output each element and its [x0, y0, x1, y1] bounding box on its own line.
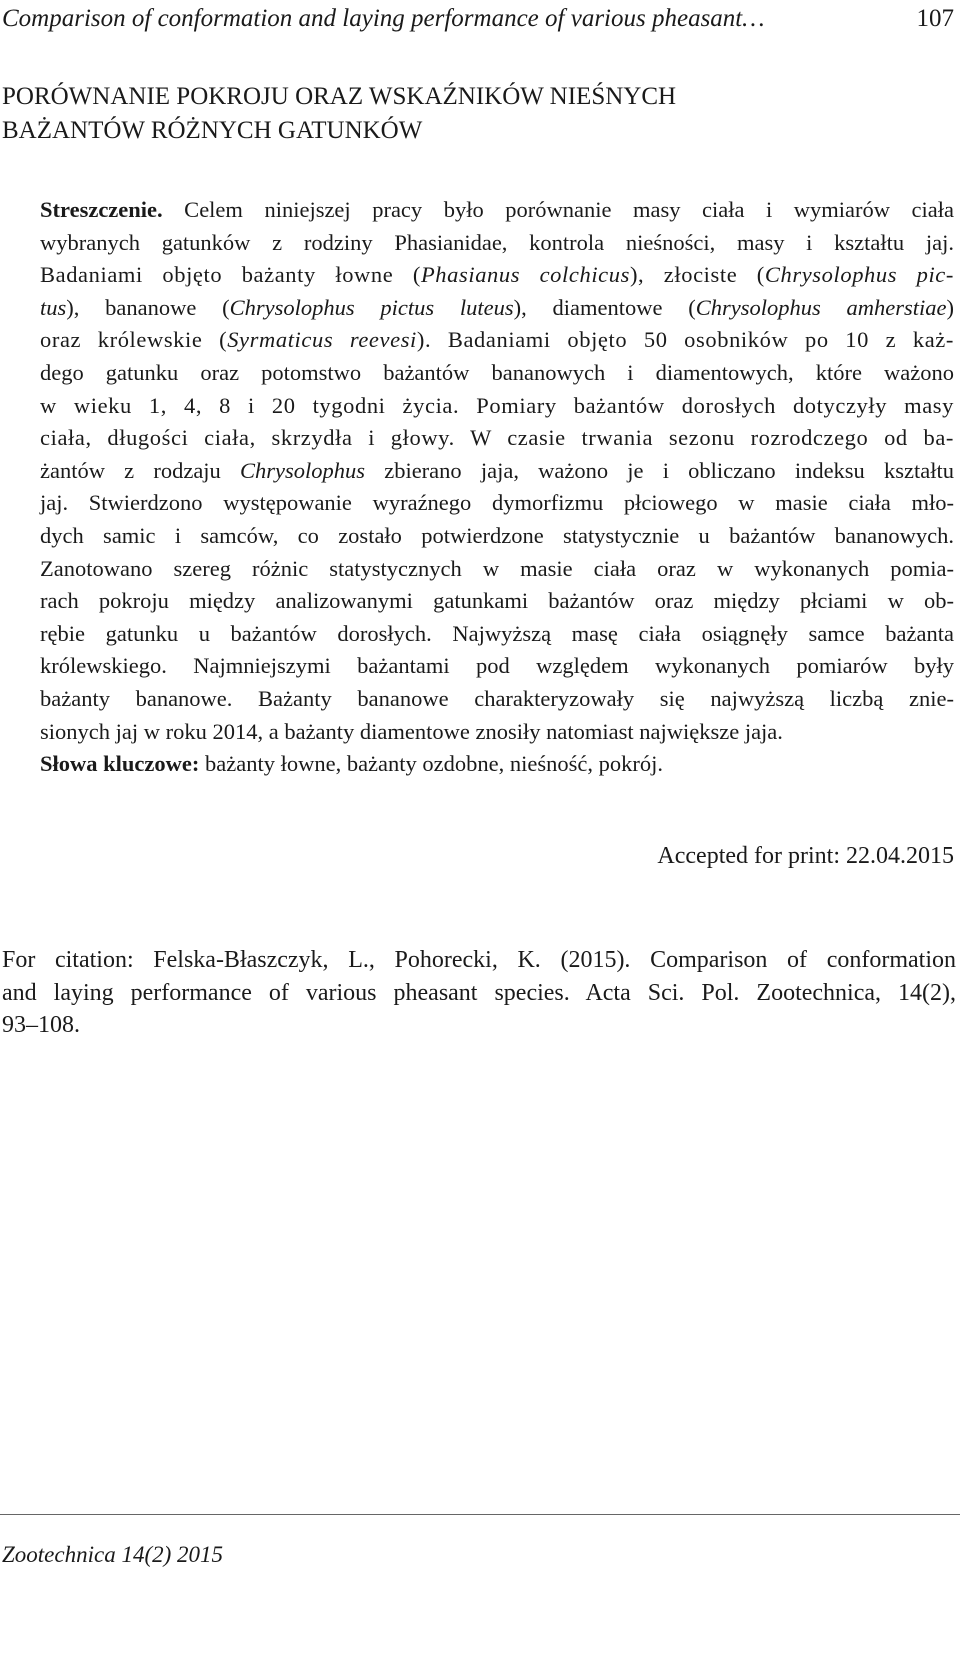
abstract-line: sionych jaj w roku 2014, a bażanty diamentowe znosiły natomiast największe jaja.	[40, 718, 783, 744]
species-name: Chrysolophus pictus luteus	[229, 294, 514, 320]
abstract-line: Zanotowano szereg różnic statystycznych w masie ciała oraz w wykonanych pomia-	[40, 555, 954, 581]
abstract-line: królewskiego. Najmniejszymi bażantami pod względem wykonanych pomiarów były	[40, 653, 954, 679]
citation-line: and laying performance of various pheasant species. Acta Sci. Pol. Zootechnica, 14(2),	[2, 979, 956, 1006]
polish-title	[2, 80, 922, 148]
abstract-line: dych samic i samców, co zostało potwierdzone statystycznie u bażantów bananowych.	[40, 522, 954, 548]
abstract-line	[40, 194, 954, 227]
species-name: Syrmaticus reevesi	[227, 327, 417, 353]
citation-line: For citation: Felska-Błaszczyk, L., Pohorecki, K. (2015). Comparison of conformation	[2, 947, 956, 973]
species-name: Phasianus colchicus	[420, 262, 630, 288]
accepted-date: Accepted for print: 22.04.2015	[657, 843, 954, 869]
species-name: tus	[40, 294, 67, 320]
abstract	[40, 194, 954, 748]
citation	[2, 944, 956, 1042]
polish-title-line-1: PORÓWNANIE POKROJU ORAZ WSKAŹNIKÓW NIEŚNYCH	[2, 83, 677, 110]
abstract-text: ), bananowe (	[66, 294, 230, 320]
abstract-line: jaj. Stwierdzono występowanie wyraźnego dymorfizmu płciowego w masie ciała mło-	[40, 490, 954, 516]
abstract-label: Streszczenie.	[40, 197, 163, 222]
abstract-text: ), diamentowe (	[513, 294, 696, 320]
journal-footer: Zootechnica 14(2) 2015	[2, 1542, 224, 1567]
abstract-text: Badaniami objęto bażanty łowne (	[40, 262, 421, 288]
abstract-text: ), złociste (	[629, 262, 765, 288]
abstract-line	[40, 324, 954, 357]
abstract-line: w wieku 1, 4, 8 i 20 tygodni życia. Pomiary bażantów dorosłych dotyczyły masy	[40, 392, 954, 418]
keywords	[40, 748, 954, 780]
abstract-text: ). Badaniami objęto 50 osobników po 10 z każ-	[416, 327, 954, 353]
abstract-line: bażanty bananowe. Bażanty bananowe charakteryzowały się najwyższą liczbą znie-	[40, 685, 954, 711]
abstract-line	[40, 292, 954, 325]
species-name: Chrysolophus pic-	[764, 262, 954, 288]
abstract-line	[40, 455, 954, 488]
abstract-line: ciała, długości ciała, skrzydła i głowy. W czasie trwania sezonu rozrodczego od ba-	[40, 425, 954, 451]
abstract-line: rach pokroju między analizowanymi gatunkami bażantów oraz między płciami w ob-	[40, 588, 954, 614]
citation-line: 93–108.	[2, 1012, 80, 1038]
abstract-line: dego gatunku oraz potomstwo bażantów bananowych i diamentowych, które ważono	[40, 359, 954, 385]
abstract-line	[40, 259, 954, 292]
abstract-text: )	[946, 294, 954, 320]
abstract-text: żantów z rodzaju	[40, 457, 240, 483]
keywords-text: bażanty łowne, bażanty ozdobne, nieśność, pokrój.	[199, 751, 663, 776]
abstract-text: zbierano jaja, ważono je i obliczano indeksu kształtu	[365, 457, 954, 483]
abstract-line: wybranych gatunków z rodziny Phasianidae, kontrola nieśności, masy i kształtu jaj.	[40, 229, 954, 255]
page-number: 107	[916, 5, 954, 32]
genus-name: Chrysolophus	[240, 457, 366, 483]
abstract-text: Celem niniejszej pracy było porównanie masy ciała i wymiarów ciała	[162, 197, 954, 222]
footer-divider	[0, 1514, 960, 1515]
abstract-text: oraz królewskie (	[40, 327, 228, 353]
keywords-label: Słowa kluczowe:	[40, 751, 200, 776]
abstract-line: rębie gatunku u bażantów dorosłych. Najwyższą masę ciała osiągnęły samce bażanta	[40, 620, 954, 646]
polish-title-line-2: BAŻANTÓW RÓŻNYCH GATUNKÓW	[2, 117, 423, 144]
running-head	[2, 2, 954, 36]
running-title: Comparison of conformation and laying performance of various pheasant…	[2, 5, 765, 32]
species-name: Chrysolophus amherstiae	[695, 294, 947, 320]
